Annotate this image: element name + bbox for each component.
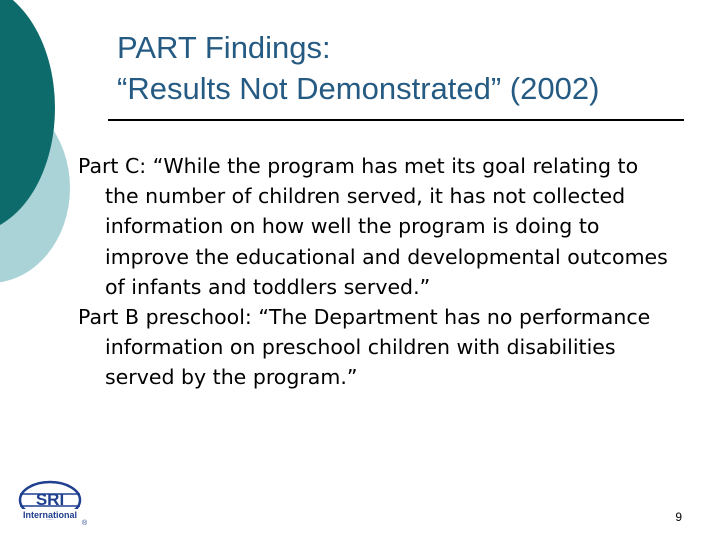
logo-main-text: SRI: [35, 490, 65, 509]
slide-body: [78, 151, 678, 393]
paragraph-part-b: Part B preschool: “The Department has no performance information on preschool children with disabilities served by the program.”: [78, 305, 651, 390]
title-line-2: “Results Not Demonstrated” (2002): [117, 71, 600, 106]
svg-text:®: ®: [82, 520, 88, 527]
slide-title: [117, 27, 707, 109]
title-line-1: PART Findings:: [117, 30, 331, 65]
title-divider: [108, 119, 684, 121]
logo-sub-text: International: [22, 510, 78, 520]
sri-logo: [14, 478, 90, 528]
paragraph-part-c: Part C: “While the program has met its goal relating to the number of children served, it has not collected information on how well the program is doing to improve the educational and developmental outcomes of infants and toddlers served.”: [78, 154, 668, 299]
page-number: 9: [675, 510, 682, 524]
